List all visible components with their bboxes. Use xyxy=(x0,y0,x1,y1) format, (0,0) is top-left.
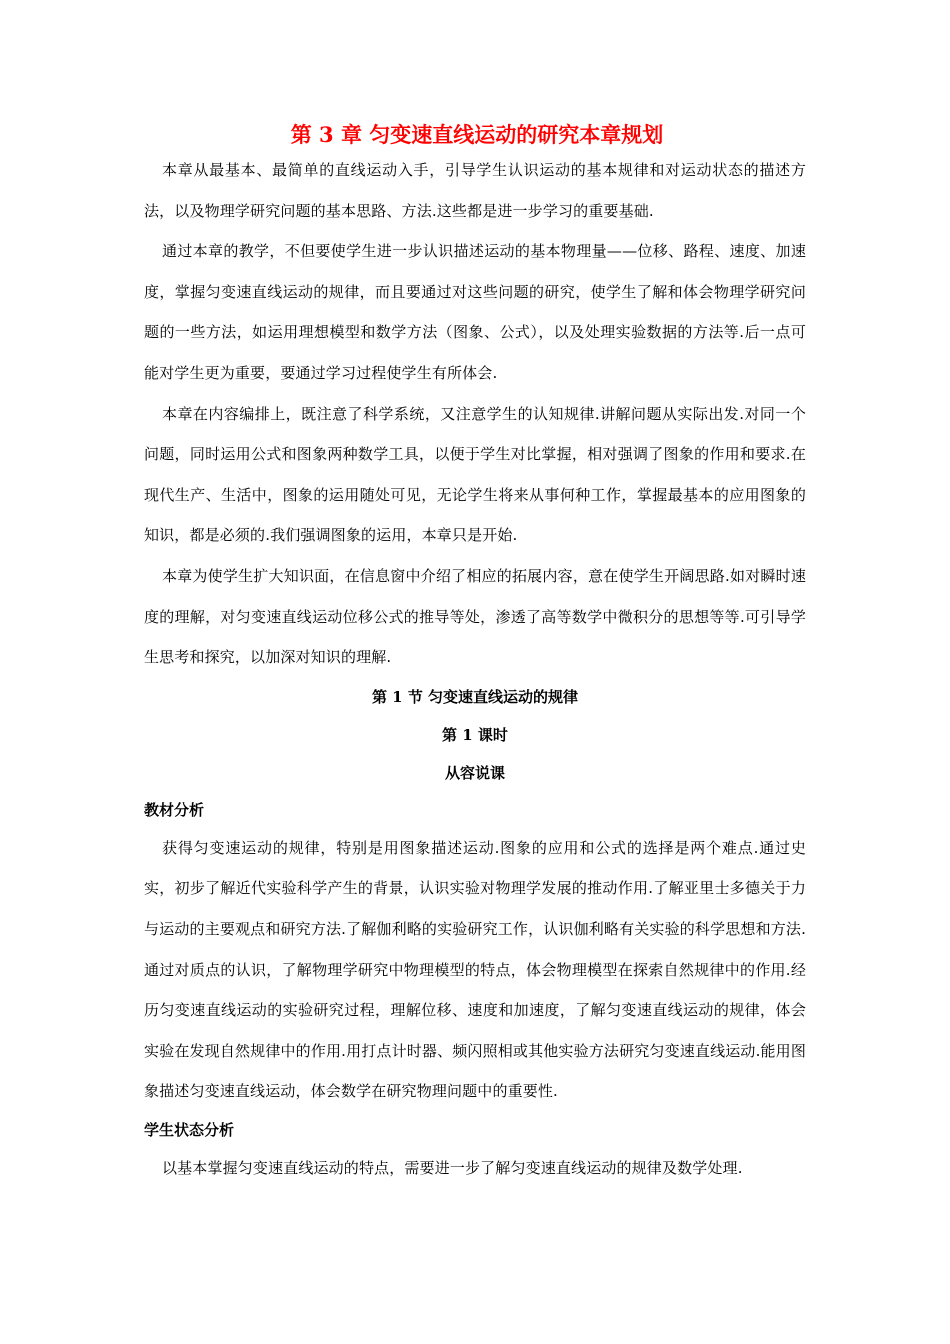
chapter-intro xyxy=(144,150,806,678)
document-page xyxy=(144,118,806,1188)
chapter-title: 第 3 章 匀变速直线运动的研究本章规划 xyxy=(290,122,664,147)
student-analysis-heading: 学生状态分析 xyxy=(144,1120,235,1139)
material-analysis-text: 获得匀变速运动的规律，特别是用图象描述运动.图象的应用和公式的选择是两个难点.通过史实，初步了解近代实验科学产生的背景，认识实验对物理学发展的推动作用.了解亚里士多德关于力与运动的主要观点和研究方法.了解伽利略的实验研究工作，认识伽利略有关实验的科学思想和方法.通过对质点的认识，了解物理学研究中物理模型的特点，体会物理模型在探索自然规律中的作用.经历匀变速直线运动的实验研究过程，理解位移、速度和加速度，了解匀变速直线运动的规律，体会实验在发现自然规律中的作用.用打点计时器、频闪照相或其他实验方法研究匀变速直线运动.能用图象描述匀变速直线运动，体会数学在研究物理问题中的重要性. xyxy=(144,838,806,1101)
material-analysis-heading: 教材分析 xyxy=(144,800,205,819)
subsection-title: 从容说课 xyxy=(444,763,505,782)
intro-paragraph: 本章在内容编排上，既注意了科学系统，又注意学生的认知规律.讲解问题从实际出发.对同一个问题，同时运用公式和图象两种数学工具，以便于学生对比掌握，相对强调了图象的作用和要求.在现代生产、生活中，图象的运用随处可见，无论学生将来从事何种工作，掌握最基本的应用图象的知识，都是必须的.我们强调图象的运用，本章只是开始. xyxy=(144,404,806,545)
section-title: 第 1 节 匀变速直线运动的规律 xyxy=(371,687,579,706)
intro-paragraph: 通过本章的教学，不但要使学生进一步认识描述运动的基本物理量——位移、路程、速度、加速度，掌握匀变速直线运动的规律，而且要通过对这些问题的研究，使学生了解和体会物理学研究问题的一些方法，如运用理想模型和数学方法（图象、公式），以及处理实验数据的方法等.后一点可能对学生更为重要，要通过学习过程使学生有所体会. xyxy=(144,242,806,382)
lesson-title: 第 1 课时 xyxy=(442,725,508,744)
intro-paragraph: 本章从最基本、最简单的直线运动入手，引导学生认识运动的基本规律和对运动状态的描述方法，以及物理学研究问题的基本思路、方法.这些都是进一步学习的重要基础. xyxy=(144,161,806,220)
student-analysis-text: 以基本掌握匀变速直线运动的特点，需要进一步了解匀变速直线运动的规律及数学处理. xyxy=(162,1158,743,1177)
intro-paragraph: 本章为使学生扩大知识面，在信息窗中介绍了相应的拓展内容，意在使学生开阔思路.如对瞬时速度的理解，对匀变速直线运动位移公式的推导等处，渗透了高等数学中微积分的思想等等.可引导学生思考和探究，以加深对知识的理解. xyxy=(144,566,806,667)
